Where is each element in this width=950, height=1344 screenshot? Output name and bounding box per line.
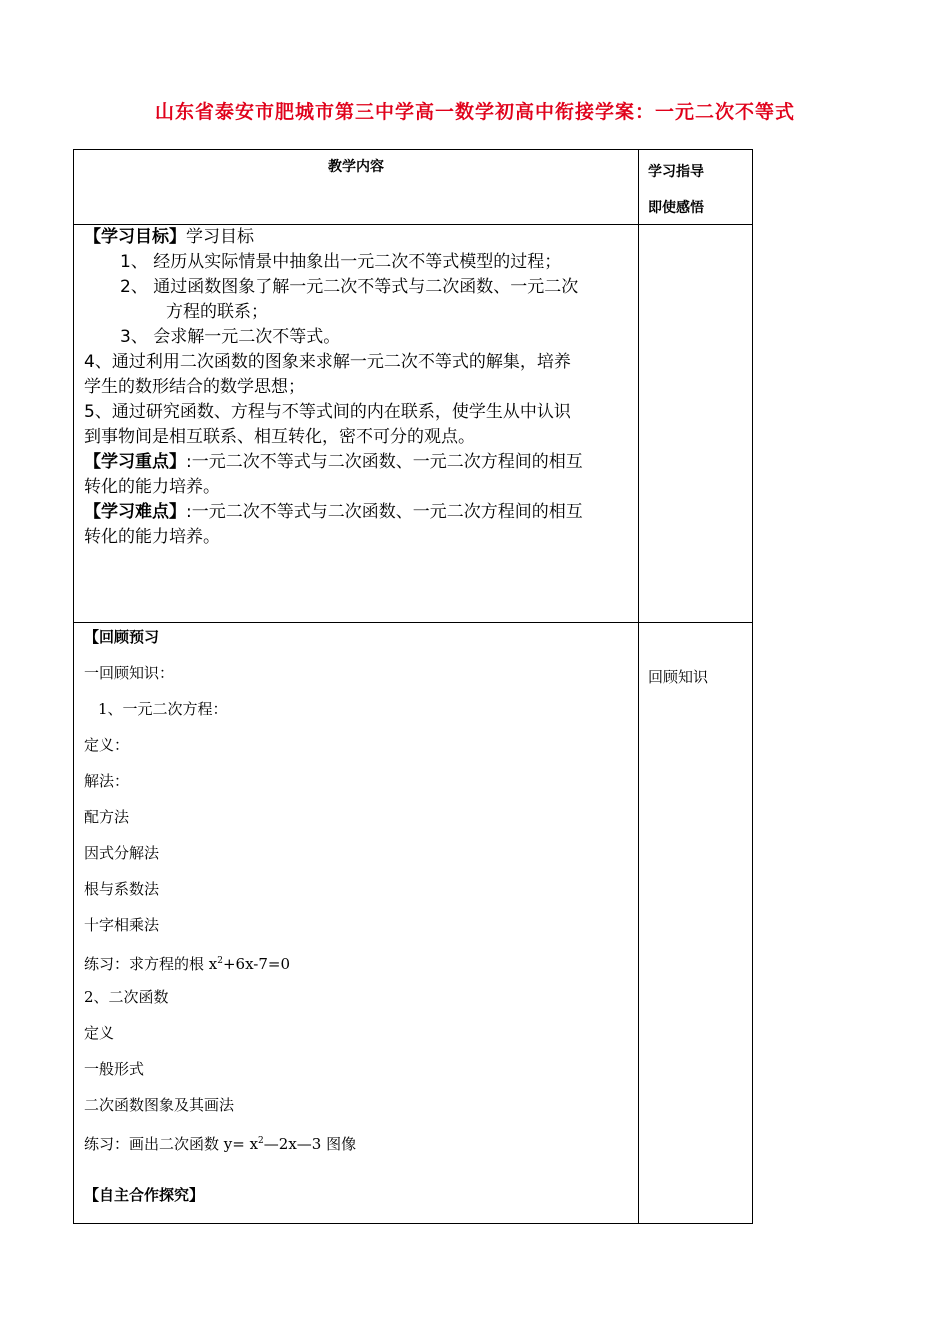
key-point-label: 【学习重点】 [84, 452, 186, 472]
review-label: 【回顾预习 [84, 628, 160, 646]
objectives-label: 【学习目标】 [84, 227, 186, 247]
review-line: 十字相乘法 [84, 916, 160, 934]
difficulty-text: :一元二次不等式与二次函数、一元二次方程间的相互 [186, 502, 583, 522]
exponent: 2 [217, 956, 223, 966]
objective-item: 1、 经历从实际情景中抽象出一元二次不等式模型的过程； [120, 252, 562, 272]
review-line: 二次函数图象及其画法 [84, 1096, 235, 1114]
difficulty-label: 【学习难点】 [84, 502, 186, 522]
review-line: 因式分解法 [84, 844, 160, 862]
document-title: 山东省泰安市肥城市第三中学高一数学初高中衔接学案：一元二次不等式 [154, 101, 795, 123]
review-line: 2、二次函数 [84, 988, 169, 1006]
header-study-guide [639, 150, 752, 224]
difficulty-text-cont: 转化的能力培养。 [84, 527, 220, 547]
review-exercise-2 [84, 1130, 638, 1166]
review-line: 一般形式 [84, 1060, 145, 1078]
explore-label: 【自主合作探究】 [84, 1186, 205, 1204]
exercise-text: +6x-7=0 [222, 955, 290, 973]
objective-item-cont: 到事物间是相互联系、相互转化，密不可分的观点。 [84, 427, 475, 447]
exercise-text: 练习：画出二次函数 y= x [84, 1135, 259, 1153]
header-teaching-content: 教学内容 [328, 159, 384, 175]
review-line: 一回顾知识： [84, 664, 175, 682]
objective-item: 4、通过利用二次函数的图象来求解一元二次不等式的解集，培养 [84, 352, 571, 372]
objective-item: 3、 会求解一元二次不等式。 [120, 327, 341, 347]
review-line: 1、一元二次方程： [98, 700, 228, 718]
side-review-note: 回顾知识 [648, 668, 709, 686]
objectives-cell [74, 225, 638, 622]
review-line: 根与系数法 [84, 880, 160, 898]
review-line: 定义 [84, 1024, 115, 1042]
lesson-table [73, 149, 753, 1224]
objective-item: 2、 通过函数图象了解一元二次不等式与二次函数、一元二次 [120, 277, 579, 297]
objectives-heading: 学习目标 [186, 227, 254, 247]
review-line: 配方法 [84, 808, 130, 826]
key-point-text-cont: 转化的能力培养。 [84, 477, 220, 497]
review-line: 解法： [84, 772, 130, 790]
header-side-line1: 学习指导 [648, 164, 704, 180]
review-line: 定义： [84, 736, 130, 754]
exponent: 2 [258, 1136, 264, 1146]
review-exercise-1 [84, 950, 638, 986]
key-point-text: :一元二次不等式与二次函数、一元二次方程间的相互 [186, 452, 583, 472]
header-side-line2: 即使感悟 [648, 200, 704, 216]
objective-item: 5、通过研究函数、方程与不等式间的内在联系，使学生从中认识 [84, 402, 571, 422]
objective-item-cont: 学生的数形结合的数学思想； [84, 377, 305, 397]
exercise-text: —2x—3 图像 [263, 1135, 357, 1153]
exercise-text: 练习：求方程的根 x [84, 955, 218, 973]
review-cell [74, 623, 638, 1223]
objective-item-cont: 方程的联系； [166, 302, 268, 322]
